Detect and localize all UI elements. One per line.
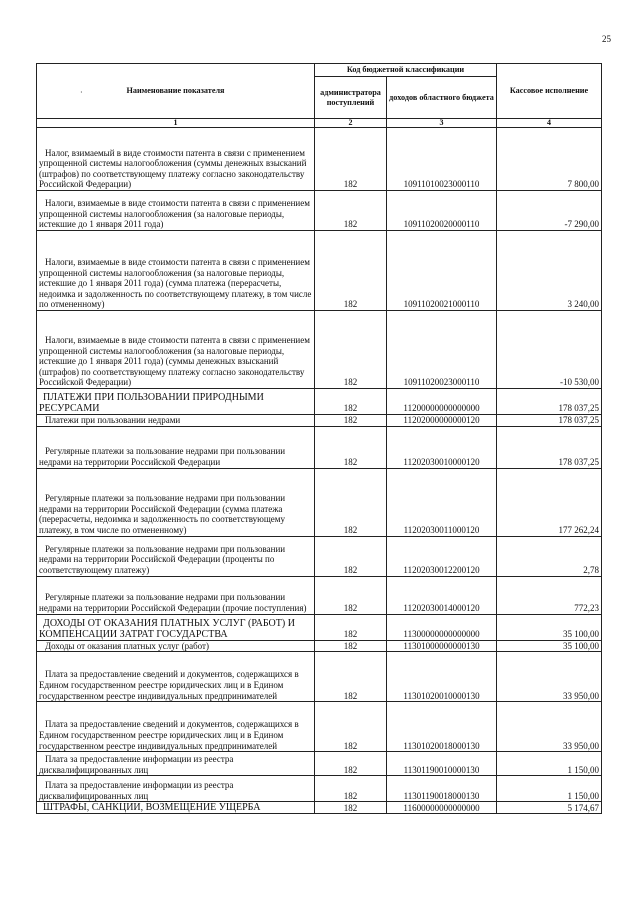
row-income-code: 11202030014000120 <box>387 576 497 614</box>
row-admin-code: 182 <box>315 231 387 311</box>
row-income-code: 11301000000000130 <box>387 640 497 652</box>
row-admin-code: 182 <box>315 191 387 231</box>
row-income-code: 11202030011000120 <box>387 468 497 536</box>
header-budget-code: Код бюджетной классификации <box>315 64 497 77</box>
table-row <box>37 652 602 702</box>
row-admin-code: 182 <box>315 389 387 415</box>
table-row <box>37 640 602 652</box>
table-row <box>37 191 602 231</box>
row-amount: 2,78 <box>497 536 602 576</box>
row-amount: 1 150,00 <box>497 752 602 776</box>
row-name: Налоги, взимаемые в виде стоимости патента в связи с применением упрощенной системы налогообложения (за налоговые периоды, истекшие до 1 января 2011 года) <box>39 198 310 230</box>
row-amount: -10 530,00 <box>497 311 602 389</box>
row-name: Плата за предоставление сведений и документов, содержащихся в Едином государственном реестре юридических лиц и в Едином государственном реестре индивидуальных предпринимателей <box>39 719 299 751</box>
row-admin-code: 182 <box>315 614 387 640</box>
row-income-code: 10911020021000110 <box>387 231 497 311</box>
row-amount: 35 100,00 <box>497 640 602 652</box>
table-row <box>37 776 602 802</box>
budget-execution-table <box>36 63 602 814</box>
row-admin-code: 182 <box>315 426 387 468</box>
row-income-code: 10911010023000110 <box>387 128 497 191</box>
stray-mark: · <box>80 88 83 97</box>
row-income-code: 11202030012200120 <box>387 536 497 576</box>
row-amount: 3 240,00 <box>497 231 602 311</box>
row-name: ШТРАФЫ, САНКЦИИ, ВОЗМЕЩЕНИЕ УЩЕРБА <box>43 802 261 814</box>
row-income-code: 11301190018000130 <box>387 776 497 802</box>
header-income-code: доходов областного бюджета <box>387 77 497 119</box>
column-number-4: 4 <box>497 119 602 128</box>
row-name: Плата за предоставление информации из реестра дисквалифицированных лиц <box>39 780 234 801</box>
row-admin-code: 182 <box>315 576 387 614</box>
row-income-code: 11200000000000000 <box>387 389 497 415</box>
table-row <box>37 231 602 311</box>
page-number: 25 <box>602 34 611 44</box>
row-name: Налоги, взимаемые в виде стоимости патента в связи с применением упрощенной системы налогообложения (за налоговые периоды, истекшие до 1 января 2011 года) (суммы денежных взысканий (штрафов) по соответствующему платежу согласно законодательству Российской Федерации) <box>39 335 310 388</box>
table-row <box>37 802 602 814</box>
table-row <box>37 389 602 415</box>
row-name: Плата за предоставление информации из реестра дисквалифицированных лиц <box>39 754 234 775</box>
row-amount: 772,23 <box>497 576 602 614</box>
table-row <box>37 536 602 576</box>
row-admin-code: 182 <box>315 415 387 427</box>
row-amount: 35 100,00 <box>497 614 602 640</box>
header-name: Наименование показателя <box>37 64 315 119</box>
row-amount: 177 262,24 <box>497 468 602 536</box>
row-amount: 33 950,00 <box>497 652 602 702</box>
header-admin: администратора поступлений <box>315 77 387 119</box>
row-admin-code: 182 <box>315 752 387 776</box>
row-income-code: 11301190010000130 <box>387 752 497 776</box>
column-number-2: 2 <box>315 119 387 128</box>
row-income-code: 11202000000000120 <box>387 415 497 427</box>
row-amount: 5 174,67 <box>497 802 602 814</box>
row-name: Регулярные платежи за пользование недрами при пользовании недрами на территории Российской Федерации <box>39 446 286 467</box>
row-name: Регулярные платежи за пользование недрами при пользовании недрами на территории Российской Федерации (сумма платежа (перерасчеты, недоимка и задолженность по соответствующему платежу, в том числе по отмененному) <box>39 493 286 535</box>
row-name: Налог, взимаемый в виде стоимости патента в связи с применением упрощенной системы налогообложения (суммы денежных взысканий (штрафов) по соответствующему платежу согласно законодательству Российской Федерации) <box>39 147 307 190</box>
row-admin-code: 182 <box>315 640 387 652</box>
table-row <box>37 426 602 468</box>
row-name: Налоги, взимаемые в виде стоимости патента в связи с применением упрощенной системы налогообложения (за налоговые периоды, истекшие до 1 января 2011 года) (сумма платежа (перерасчеты, недоимка и задолженность по соответствующему платежу, в том числе по отмененному) <box>39 257 312 310</box>
row-admin-code: 182 <box>315 311 387 389</box>
row-admin-code: 182 <box>315 468 387 536</box>
row-amount: 33 950,00 <box>497 702 602 752</box>
row-name: Регулярные платежи за пользование недрами при пользовании недрами на территории Российской Федерации (проценты по соответствующему платежу) <box>39 543 286 575</box>
table-row <box>37 614 602 640</box>
row-name: ДОХОДЫ ОТ ОКАЗАНИЯ ПЛАТНЫХ УСЛУГ (РАБОТ) И КОМПЕНСАЦИИ ЗАТРАТ ГОСУДАРСТВА <box>39 617 295 640</box>
table-row <box>37 468 602 536</box>
header-amount: Кассовое исполнение <box>497 64 602 119</box>
table-row <box>37 311 602 389</box>
row-amount: 178 037,25 <box>497 389 602 415</box>
row-amount: 178 037,25 <box>497 426 602 468</box>
row-income-code: 11600000000000000 <box>387 802 497 814</box>
column-number-1: 1 <box>37 119 315 128</box>
row-income-code: 11301020018000130 <box>387 702 497 752</box>
row-income-code: 11300000000000000 <box>387 614 497 640</box>
row-name: Платежи при пользовании недрами <box>45 415 181 425</box>
row-admin-code: 182 <box>315 776 387 802</box>
row-income-code: 11301020010000130 <box>387 652 497 702</box>
row-amount: 1 150,00 <box>497 776 602 802</box>
table-row <box>37 702 602 752</box>
row-name: Плата за предоставление сведений и документов, содержащихся в Едином государственном реестре юридических лиц и в Едином государственном реестре индивидуальных предпринимателей <box>39 669 299 701</box>
row-admin-code: 182 <box>315 652 387 702</box>
row-name: Регулярные платежи за пользование недрами при пользовании недрами на территории Российской Федерации (прочие поступления) <box>39 592 307 613</box>
column-number-3: 3 <box>387 119 497 128</box>
column-number-row <box>37 119 602 128</box>
table-row <box>37 128 602 191</box>
row-amount: 7 800,00 <box>497 128 602 191</box>
table-row <box>37 752 602 776</box>
row-name: ПЛАТЕЖИ ПРИ ПОЛЬЗОВАНИИ ПРИРОДНЫМИ РЕСУРСАМИ <box>39 392 264 414</box>
table-row <box>37 415 602 427</box>
row-name: Доходы от оказания платных услуг (работ) <box>45 640 209 651</box>
row-admin-code: 182 <box>315 702 387 752</box>
row-amount: -7 290,00 <box>497 191 602 231</box>
table-row <box>37 576 602 614</box>
row-income-code: 10911020023000110 <box>387 311 497 389</box>
row-income-code: 10911020020000110 <box>387 191 497 231</box>
row-amount: 178 037,25 <box>497 415 602 427</box>
row-income-code: 11202030010000120 <box>387 426 497 468</box>
row-admin-code: 182 <box>315 536 387 576</box>
row-admin-code: 182 <box>315 802 387 814</box>
row-admin-code: 182 <box>315 128 387 191</box>
